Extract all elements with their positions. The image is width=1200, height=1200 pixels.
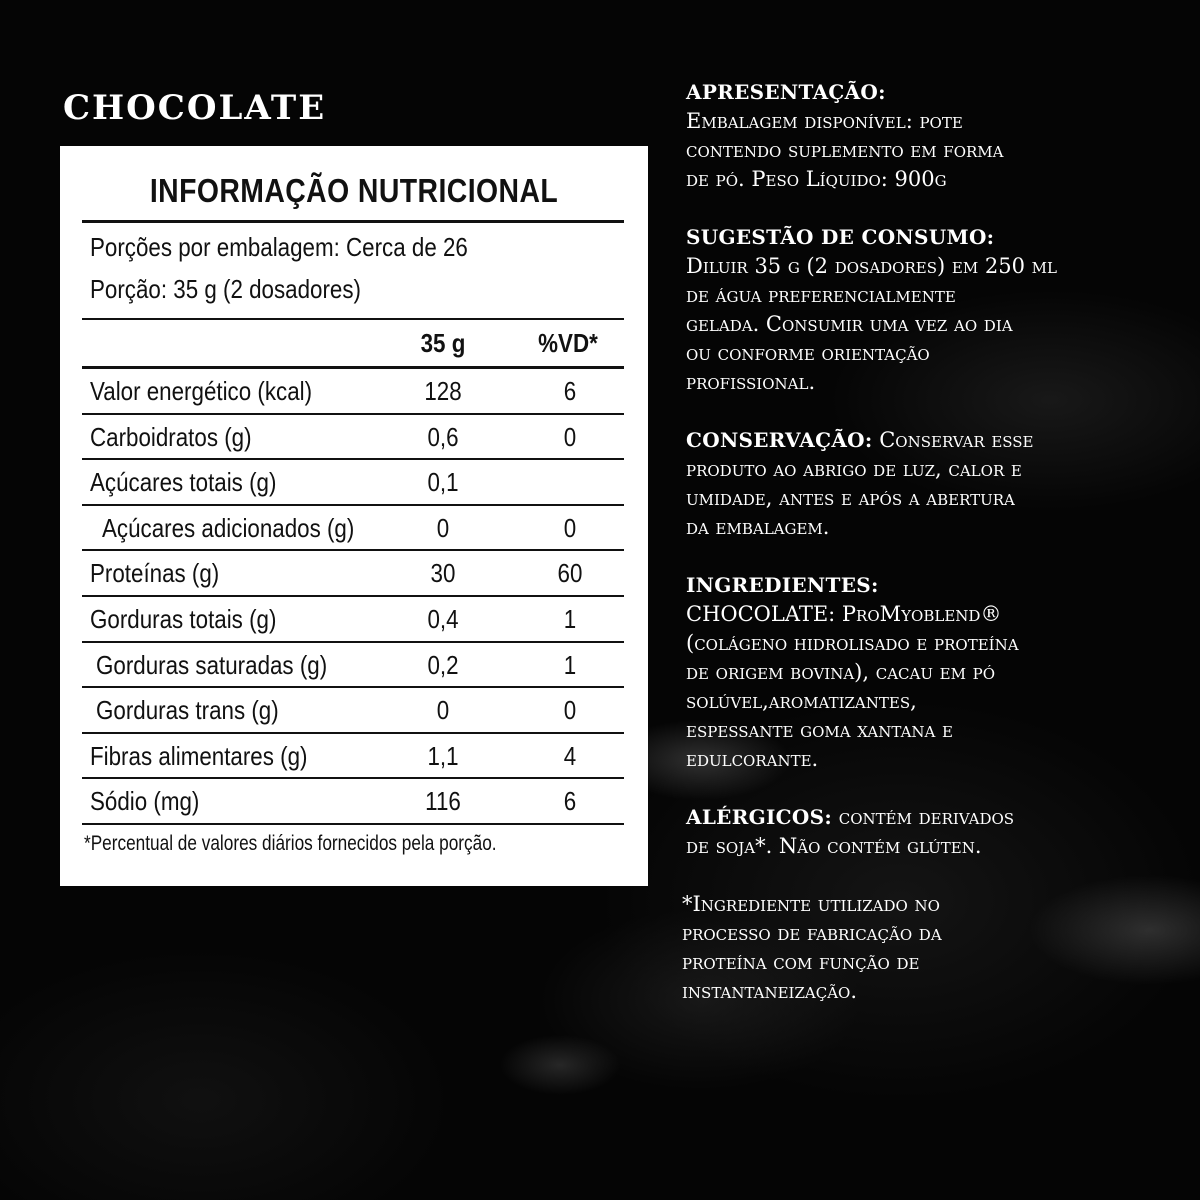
nutrient-amount: 0,4 <box>427 604 459 634</box>
storage-first-line <box>686 426 1166 455</box>
nutrient-dv: 6 <box>563 376 577 406</box>
nutrient-dv: 60 <box>557 558 583 589</box>
divider <box>82 318 624 320</box>
usage-line: de água preferencialmente <box>686 283 956 307</box>
allergens-section <box>686 803 1166 861</box>
ingredients-line: solúvel,aromatizantes, <box>686 689 917 713</box>
nutrient-row <box>82 778 624 824</box>
usage-line: ou conforme orientação <box>686 341 930 365</box>
ingredients-heading: INGREDIENTES: <box>686 573 879 597</box>
note-line: processo de fabricação da <box>682 921 942 945</box>
nutrient-name: Sódio (mg) <box>90 786 200 817</box>
servings-per-package: Porções por embalagem: Cerca de 26 <box>90 232 468 262</box>
note-line: *Ingrediente utilizado no <box>682 892 940 916</box>
nutrient-row <box>82 368 624 414</box>
divider <box>82 220 624 223</box>
presentation-line: de pó. Peso Líquido: 900g <box>686 167 947 191</box>
usage-heading: SUGESTÃO DE CONSUMO: <box>686 225 995 249</box>
nutrient-amount: 0,1 <box>427 467 459 498</box>
ingredients-line: (colágeno hidrolisado e proteína <box>686 631 1019 655</box>
storage-line: da embalagem. <box>686 515 830 539</box>
nutrient-amount: 0 <box>436 512 450 543</box>
ingredients-section <box>686 571 1166 774</box>
nutrient-dv: 6 <box>563 786 577 817</box>
nutrient-row <box>82 505 624 551</box>
note-line: instantaneização. <box>682 979 858 1003</box>
allergens-line: de soja*. Não contém glúten. <box>686 834 982 858</box>
nutrient-name: Açúcares totais (g) <box>90 467 277 498</box>
serving-size: Porção: 35 g (2 dosadores) <box>90 274 361 304</box>
usage-line: gelada. Consumir uma vez ao dia <box>686 312 1013 336</box>
nutrient-amount: 128 <box>424 376 462 406</box>
allergens-first-line <box>686 803 1166 832</box>
storage-line: produto ao abrigo de luz, calor e <box>686 457 1022 481</box>
ingredient-note <box>682 890 1166 1006</box>
nutrient-name: Fibras alimentares (g) <box>90 740 308 771</box>
storage-line: umidade, antes e após a abertura <box>686 486 1015 510</box>
nutrient-dv: 1 <box>563 649 577 680</box>
nutrient-name: Proteínas (g) <box>90 558 220 589</box>
nutrient-amount: 0,2 <box>427 649 459 680</box>
nutrient-name: Gorduras totais (g) <box>90 604 277 634</box>
ingredients-line: de origem bovina), cacau em pó <box>686 660 996 684</box>
ingredients-line: edulcorante. <box>686 747 819 771</box>
nutrient-amount: 0,6 <box>427 421 459 452</box>
nutrient-name: Carboidratos (g) <box>90 421 252 452</box>
presentation-line: contendo suplemento em forma <box>686 138 1004 162</box>
storage-text: Conservar esse <box>872 428 1034 452</box>
nutrient-amount: 116 <box>425 786 461 817</box>
allergens-text: contém derivados <box>832 805 1015 829</box>
nutrient-row <box>82 414 624 460</box>
nutrient-name: Gorduras saturadas (g) <box>96 649 328 680</box>
usage-line: profissional. <box>686 370 816 394</box>
presentation-section <box>686 78 1166 194</box>
nutrition-title: INFORMAÇÃO NUTRICIONAL <box>149 172 559 209</box>
nutrient-dv: 0 <box>563 695 577 726</box>
usage-section <box>686 223 1166 397</box>
storage-section <box>686 426 1166 542</box>
nutrient-row <box>82 642 624 688</box>
column-header-amount: 35 g <box>420 328 466 358</box>
nutrient-name: Gorduras trans (g) <box>96 695 279 726</box>
note-line: proteína com função de <box>682 950 920 974</box>
nutrient-name: Valor energético (kcal) <box>90 376 313 406</box>
nutrient-row <box>82 733 624 779</box>
flavor-title: CHOCOLATE <box>63 88 327 128</box>
nutrition-footnote: *Percentual de valores diários fornecidos pela porção. <box>84 832 497 855</box>
storage-heading: CONSERVAÇÃO: <box>686 428 873 452</box>
usage-line: Diluir 35 g (2 dosadores) em 250 ml <box>686 254 1057 278</box>
nutrient-dv: 1 <box>563 604 577 634</box>
product-info <box>682 78 1166 1035</box>
nutrient-dv: 4 <box>563 740 577 771</box>
ingredients-line: espessante goma xantana e <box>686 718 953 742</box>
row-divider <box>82 823 624 825</box>
nutrient-row <box>82 596 624 642</box>
presentation-heading: APRESENTAÇÃO: <box>686 80 886 104</box>
column-header-dv: %VD* <box>538 328 598 358</box>
nutrient-amount: 30 <box>430 558 456 589</box>
nutrient-row <box>82 459 624 505</box>
nutrient-dv: 0 <box>563 512 577 543</box>
nutrient-row <box>82 687 624 733</box>
nutrient-dv: 0 <box>563 421 577 452</box>
ingredients-line: CHOCOLATE: ProMyoblend® <box>686 602 1002 626</box>
nutrient-amount: 1,1 <box>427 740 459 771</box>
nutrient-row <box>82 550 624 596</box>
presentation-line: Embalagem disponível: pote <box>686 109 963 133</box>
nutrient-name: Açúcares adicionados (g) <box>102 512 355 543</box>
nutrient-amount: 0 <box>436 695 450 726</box>
allergens-heading: ALÉRGICOS: <box>686 805 833 829</box>
nutrition-facts-panel <box>60 146 648 886</box>
